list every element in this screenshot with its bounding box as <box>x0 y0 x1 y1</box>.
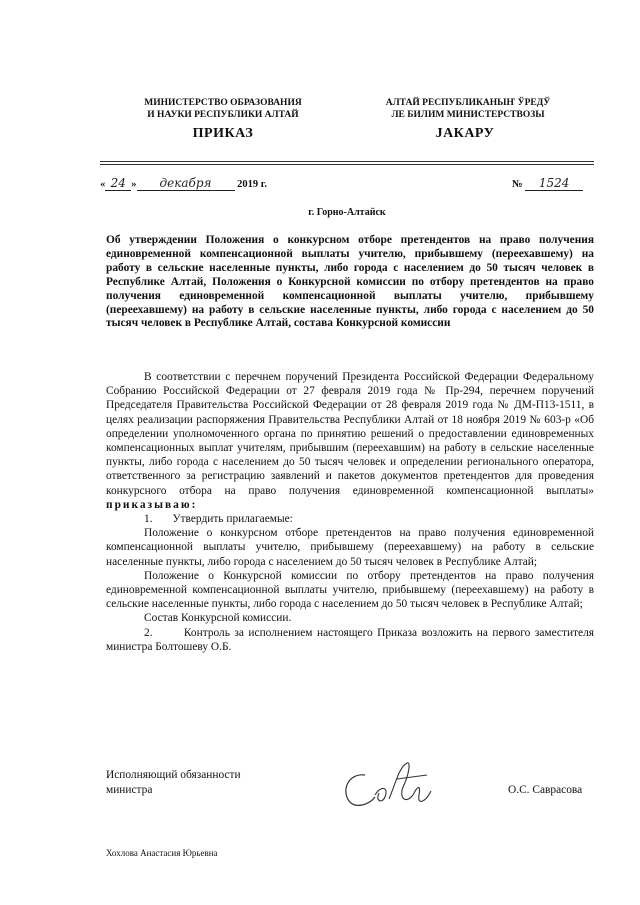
order-keyword: приказываю: <box>106 498 198 511</box>
date-day: 24 <box>105 176 131 191</box>
ministry-name-altai-line2: ЛЕ БИЛИМ МИНИСТЕРСТВОЗЫ <box>391 110 545 120</box>
preamble-text: В соответствии с перечнем поручений Президента Российской Федерации Федеральному Собранию Российской Федерации от 27 февраля 2019 года № Пр-294, перечнем поручений Председателя Правительства Российской Федерации от 28 февраля 2019 года № ДМ-П13-1511, в целях реализации распоряжения Правительства Республики Алтай от 18 ноября 2019 № 603-р «Об определении уполномоченного органа по принятию решений о предоставлении единовременных компенсационных выплат учителям, прибывшим (переехавшим) на работу в сельские населенные пункты, либо города с населением до 50 тысяч человек и определении регионального оператора, ответственного за регистрацию заявлений и пакетов документов претендентов для проведения конкурсного отбора на право получения единовременной компенсационной выплаты» <box>106 371 594 497</box>
header-rule-top <box>100 161 594 162</box>
date-month: декабря <box>137 176 235 191</box>
signatory-position <box>106 768 306 798</box>
order-body <box>106 370 594 654</box>
date-open-quote: « <box>100 179 106 190</box>
header-rule-bottom <box>100 164 594 165</box>
item-2-number: 2. <box>144 626 153 639</box>
order-title: Об утверждении Положения о конкурсном отборе претендентов на право получения единовременной компенсационной выплаты учителю, прибывшему (переехавшему) на работу в сельские населенные пункты, либо города с населением до 50 тысяч человек в Республике Алтай, Положения о Конкурсной комиссии по отбору претендентов на право получения единовременной компенсационной выплаты учителю, прибывшему (переехавшему) на работу в сельские населенные пункты, либо города с населением до 50 тысяч человек в Республике Алтай, состава Конкурсной комиссии <box>106 234 594 330</box>
item-1-text: Утвердить прилагаемые: <box>172 513 293 526</box>
city-name: г. Горно-Алтайск <box>308 207 386 218</box>
order-number-label: № <box>512 179 523 190</box>
preamble-paragraph <box>106 370 594 512</box>
signatory-name: О.С. Саврасова <box>508 784 583 796</box>
sub-item-3: Состав Конкурсной комиссии. <box>144 612 292 625</box>
sub-item-2: Положение о Конкурсной комиссии по отбору претендентов на право получения единовременной компенсационной выплаты учителю, прибывшему (переехавшему) на работу в сельские населенные пункты, либо города с населением до 50 тысяч человек в Республике Алтай; <box>106 569 594 611</box>
order-date <box>100 176 267 191</box>
order-number-value: 1524 <box>525 176 583 191</box>
ministry-name-altai <box>363 97 573 121</box>
sub-item-1: Положение о конкурсном отборе претендентов на право получения единовременной компенсационной выплаты учителю, прибывшему (переехавшему) на работу в сельские населенные пункты, либо города с населением до 50 тысяч человек в Республике Алтай; <box>106 527 594 568</box>
executor-name: Хохлова Анастасия Юрьевна <box>106 848 218 858</box>
ministry-name-line2: И НАУКИ РЕСПУБЛИКИ АЛТАЙ <box>147 110 299 120</box>
ministry-name-russian <box>118 97 328 121</box>
signatory-position-line1: Исполняющий обязанности <box>106 769 241 781</box>
ministry-name-altai-line1: АЛТАЙ РЕСПУБЛИКАНЫҤ ЎРЕДЎ <box>385 98 551 108</box>
signatory-position-line2: министра <box>106 784 153 796</box>
order-word-altai: JАКАРУ <box>435 126 495 141</box>
item-2 <box>106 626 594 654</box>
date-year: 2019 г. <box>237 179 267 190</box>
ministry-name-line1: МИНИСТЕРСТВО ОБРАЗОВАНИЯ <box>144 98 302 108</box>
date-close-quote: » <box>131 179 137 190</box>
order-word-russian: ПРИКАЗ <box>192 126 254 141</box>
item-1 <box>106 512 594 526</box>
handwritten-signature <box>335 755 445 817</box>
item-2-text: Контроль за исполнением настоящего Приказа возложить на первого заместителя министра Болтошеву О.Б. <box>106 626 595 653</box>
order-number <box>512 176 583 191</box>
item-1-number: 1. <box>144 513 153 526</box>
